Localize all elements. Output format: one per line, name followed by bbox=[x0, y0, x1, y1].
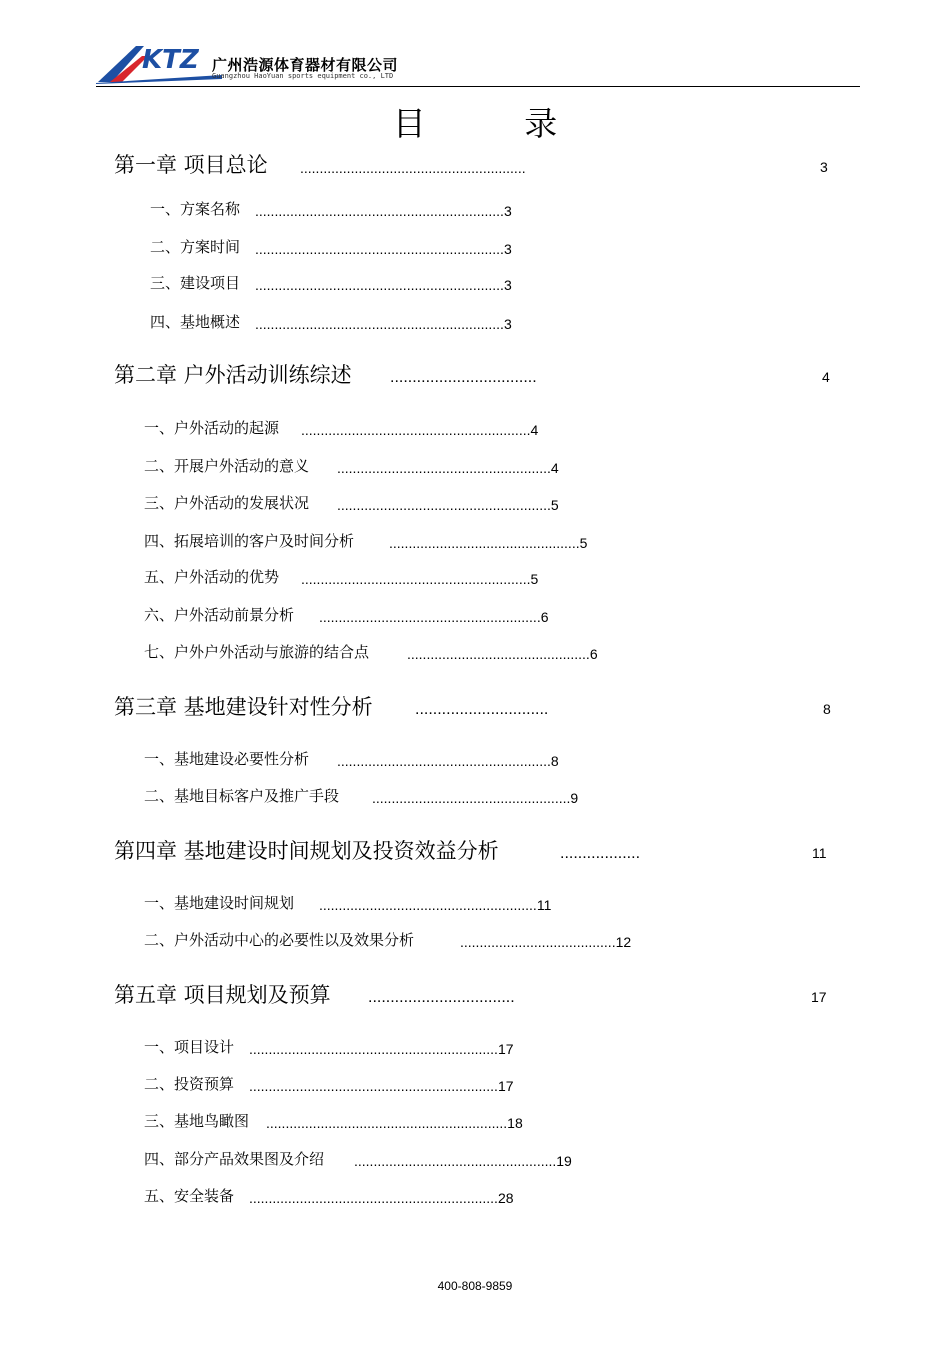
toc-leader-dots: ................................................................3 bbox=[255, 241, 512, 257]
toc-leader-dots: .......................................................8 bbox=[337, 753, 559, 769]
toc-chapter-label: 第三章 基地建设针对性分析 bbox=[114, 695, 373, 719]
toc-section-label: 二、户外活动中心的必要性以及效果分析 bbox=[144, 931, 415, 949]
toc-leader-dots: ................................................................3 bbox=[255, 277, 512, 293]
toc-section-label: 二、投资预算 bbox=[144, 1075, 235, 1093]
header-divider bbox=[96, 86, 860, 87]
toc-leader-dots: .................................................5 bbox=[389, 535, 588, 551]
toc-section-label: 一、户外活动的起源 bbox=[144, 419, 280, 437]
toc-section-label: 四、拓展培训的客户及时间分析 bbox=[144, 532, 355, 550]
company-name: 广州浩源体育器材有限公司 bbox=[212, 56, 399, 74]
toc-leader-dots: ................................................................17 bbox=[249, 1041, 514, 1057]
toc-page-number: 17 bbox=[811, 989, 827, 1005]
toc-leader-dots: ...................................................9 bbox=[372, 790, 579, 806]
toc-section-label: 三、基地鸟瞰图 bbox=[144, 1112, 250, 1130]
toc-leader-dots: ................................. bbox=[390, 369, 537, 386]
toc-section-label: 一、方案名称 bbox=[150, 200, 241, 218]
toc-section-label: 二、基地目标客户及推广手段 bbox=[144, 787, 340, 805]
toc-page-number: 4 bbox=[822, 369, 830, 385]
toc-leader-dots: .......................................................... bbox=[300, 160, 526, 176]
toc-section-label: 三、户外活动的发展状况 bbox=[144, 494, 310, 512]
toc-leader-dots: ................................. bbox=[368, 989, 515, 1006]
page-title: 目 录 bbox=[392, 104, 602, 143]
toc-page-number: 3 bbox=[820, 159, 828, 175]
toc-section-label: 四、部分产品效果图及介绍 bbox=[144, 1150, 325, 1168]
toc-chapter-label: 第四章 基地建设时间规划及投资效益分析 bbox=[114, 839, 499, 863]
toc-section-label: 一、项目设计 bbox=[144, 1038, 235, 1056]
toc-section-label: 四、基地概述 bbox=[150, 313, 241, 331]
ktz-logo-icon bbox=[96, 42, 222, 84]
toc-leader-dots: .........................................................6 bbox=[319, 609, 549, 625]
page-header bbox=[96, 42, 860, 88]
toc-leader-dots: .......................................................5 bbox=[337, 497, 559, 513]
toc-leader-dots: ................................................................3 bbox=[255, 316, 512, 332]
toc-section-label: 二、方案时间 bbox=[150, 238, 241, 256]
toc-chapter-label: 第一章 项目总论 bbox=[114, 153, 268, 177]
toc-leader-dots: ...............................................6 bbox=[407, 646, 598, 662]
toc-leader-dots: ...........................................................5 bbox=[301, 571, 539, 587]
toc-leader-dots: .............................. bbox=[415, 701, 549, 718]
toc-section-label: 五、户外活动的优势 bbox=[144, 568, 280, 586]
toc-leader-dots: ................................................................3 bbox=[255, 203, 512, 219]
toc-page-number: 11 bbox=[812, 845, 827, 861]
toc-chapter-label: 第五章 项目规划及预算 bbox=[114, 983, 331, 1007]
toc-section-label: 六、户外活动前景分析 bbox=[144, 606, 295, 624]
toc-chapter-label: 第二章 户外活动训练综述 bbox=[114, 363, 352, 387]
toc-section-label: 一、基地建设必要性分析 bbox=[144, 750, 310, 768]
toc-leader-dots: ................................................................17 bbox=[249, 1078, 514, 1094]
toc-section-label: 二、开展户外活动的意义 bbox=[144, 457, 310, 475]
toc-page-number: 8 bbox=[823, 701, 831, 717]
toc-leader-dots: ................................................................28 bbox=[249, 1190, 514, 1206]
toc-leader-dots: ....................................................19 bbox=[354, 1153, 572, 1169]
toc-leader-dots: .................. bbox=[560, 845, 641, 862]
toc-leader-dots: ...........................................................4 bbox=[301, 422, 539, 438]
toc-section-label: 三、建设项目 bbox=[150, 274, 241, 292]
toc-section-label: 一、基地建设时间规划 bbox=[144, 894, 295, 912]
company-name-en: Guangzhou HaoYuan sports equipment co., LTD bbox=[212, 72, 394, 80]
footer-phone: 400-808-9859 bbox=[437, 1279, 513, 1293]
toc-section-label: 七、户外户外活动与旅游的结合点 bbox=[144, 643, 370, 661]
svg-text:KTZ: KTZ bbox=[142, 45, 199, 75]
toc-leader-dots: ........................................................11 bbox=[319, 897, 552, 913]
toc-leader-dots: ..............................................................18 bbox=[266, 1115, 523, 1131]
toc-leader-dots: ........................................12 bbox=[460, 934, 632, 950]
toc-section-label: 五、安全装备 bbox=[144, 1187, 235, 1205]
toc-leader-dots: .......................................................4 bbox=[337, 460, 559, 476]
